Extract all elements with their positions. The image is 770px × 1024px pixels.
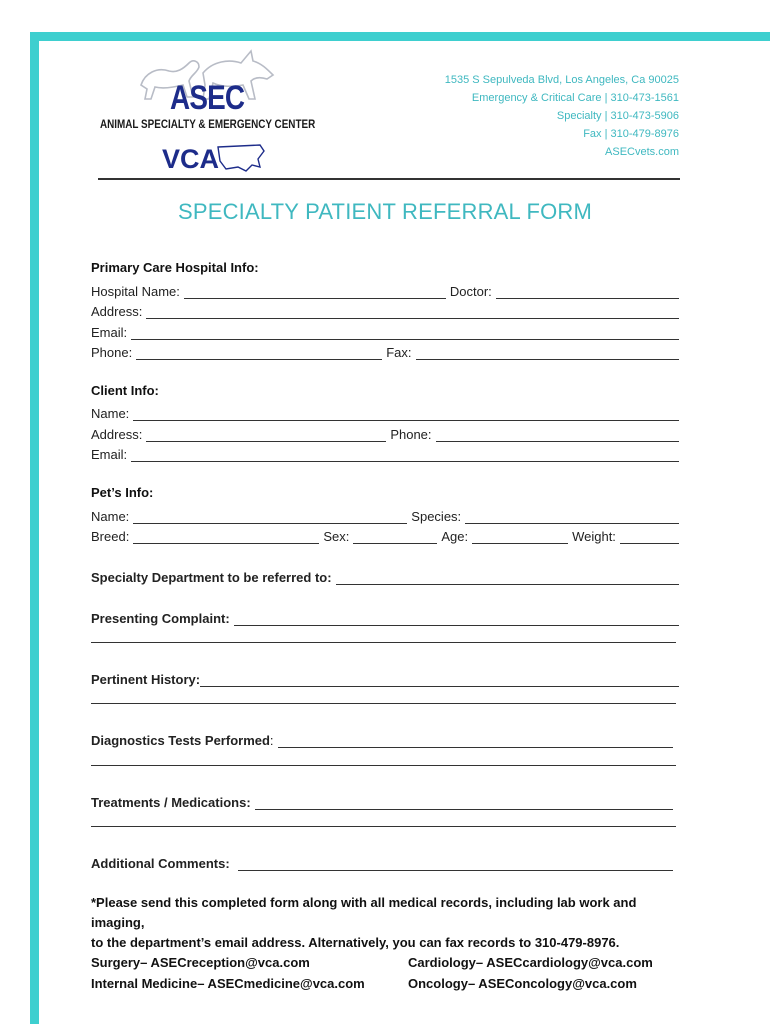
form-title: SPECIALTY PATIENT REFERRAL FORM [177, 199, 593, 224]
client-address-phone-row [91, 422, 679, 442]
emergency-phone: Emergency & Critical Care | 310-473-1561 [471, 92, 679, 104]
pet-sex-label: Sex: [323, 529, 350, 544]
cardiology-contact[interactable]: Cardiology– ASECcardiology@vca.com [408, 955, 653, 970]
treatments-row [91, 790, 679, 810]
pet-name-species-row [91, 504, 679, 524]
submission-note [91, 893, 691, 953]
client-email-field[interactable] [131, 446, 679, 462]
client-address-label: Address: [91, 427, 143, 442]
diagnostics-field[interactable] [278, 732, 673, 748]
hospital-name-label: Hospital Name: [91, 284, 180, 299]
pet-name-label: Name: [91, 509, 130, 524]
doctor-label: Doctor: [449, 284, 492, 299]
presenting-complaint-extra-line[interactable] [91, 642, 676, 643]
website: ASECvets.com [605, 146, 679, 158]
treatments-field[interactable] [255, 794, 673, 810]
submission-note-line-2: to the department’s email address. Alternatively, you can fax records to 310-479-8976. [91, 935, 620, 950]
doctor-field[interactable] [496, 283, 679, 299]
specialty-phone: Specialty | 310-473-5906 [556, 110, 679, 122]
contact-address-block [445, 71, 679, 161]
hospital-address-field[interactable] [146, 303, 679, 319]
additional-comments-label: Additional Comments: [91, 856, 230, 871]
diagnostics-row [91, 728, 679, 748]
pertinent-history-extra-line[interactable] [91, 703, 676, 704]
diagnostics-label-text: Diagnostics Tests Performed [91, 733, 270, 748]
presenting-complaint-label: Presenting Complaint: [91, 611, 230, 626]
street-address: 1535 S Sepulveda Blvd, Los Angeles, Ca 90025 [444, 74, 679, 86]
hospital-phone-label: Phone: [91, 345, 133, 360]
hospital-fax-field[interactable] [416, 344, 680, 360]
pet-species-label: Species: [411, 509, 462, 524]
presenting-complaint-field[interactable] [234, 610, 679, 626]
client-info-heading: Client Info: [91, 383, 159, 398]
fax-number: Fax | 310-479-8976 [583, 128, 679, 140]
asec-wordmark: ASEC [170, 79, 245, 117]
pet-breed-field[interactable] [133, 528, 319, 544]
additional-comments-row [91, 851, 679, 871]
surgery-contact[interactable]: Surgery– ASECreception@vca.com [91, 955, 310, 970]
asec-full-name: ANIMAL SPECIALTY & EMERGENCY CENTER [100, 119, 316, 131]
hospital-email-label: Email: [91, 325, 128, 340]
pet-breed-label: Breed: [91, 529, 130, 544]
hospital-email-field[interactable] [131, 324, 679, 340]
diagnostics-extra-line[interactable] [91, 765, 676, 766]
client-address-field[interactable] [146, 426, 386, 442]
client-email-label: Email: [91, 447, 128, 462]
specialty-department-field[interactable] [336, 569, 679, 585]
pet-sex-field[interactable] [353, 528, 437, 544]
specialty-department-row [91, 565, 679, 585]
pet-name-field[interactable] [133, 508, 407, 524]
pet-info-heading: Pet’s Info: [91, 485, 154, 500]
client-name-row [91, 401, 679, 421]
pet-weight-field[interactable] [620, 528, 679, 544]
hospital-fax-label: Fax: [386, 345, 412, 360]
frame-top-border [30, 32, 770, 41]
hospital-name-field[interactable] [184, 283, 446, 299]
pet-species-field[interactable] [465, 508, 679, 524]
hospital-phone-fax-row [91, 340, 679, 360]
specialty-department-label: Specialty Department to be referred to: [91, 570, 332, 585]
pertinent-history-label: Pertinent History: [91, 672, 201, 687]
header-divider [98, 178, 680, 180]
hospital-doctor-row [91, 279, 679, 299]
primary-care-heading: Primary Care Hospital Info: [91, 260, 259, 275]
pet-weight-label: Weight: [572, 529, 616, 544]
pertinent-history-field[interactable] [200, 671, 679, 687]
hospital-address-row [91, 299, 679, 319]
vca-logo-icon [160, 141, 270, 175]
pet-age-field[interactable] [472, 528, 568, 544]
internal-medicine-contact[interactable]: Internal Medicine– ASECmedicine@vca.com [91, 976, 365, 991]
oncology-contact[interactable]: Oncology– ASEConcology@vca.com [408, 976, 637, 991]
pertinent-history-row [91, 667, 679, 687]
presenting-complaint-row [91, 606, 679, 626]
diagnostics-label [91, 733, 278, 748]
treatments-extra-line[interactable] [91, 826, 676, 827]
client-name-field[interactable] [133, 405, 679, 421]
diagnostics-label-colon: : [269, 733, 274, 748]
hospital-email-row [91, 320, 679, 340]
vca-wordmark: VCA [162, 144, 220, 174]
hospital-phone-field[interactable] [136, 344, 382, 360]
client-phone-field[interactable] [436, 426, 679, 442]
client-phone-label: Phone: [390, 427, 432, 442]
submission-note-line-1: *Please send this completed form along with all medical records, including lab work and imaging, [91, 895, 637, 930]
client-name-label: Name: [91, 406, 130, 421]
client-email-row [91, 442, 679, 462]
frame-left-border [30, 32, 39, 1024]
pet-age-label: Age: [441, 529, 469, 544]
pet-breed-sex-age-weight-row [91, 524, 679, 544]
additional-comments-field[interactable] [238, 855, 673, 871]
treatments-label: Treatments / Medications: [91, 795, 251, 810]
hospital-address-label: Address: [91, 304, 143, 319]
asec-logo [98, 45, 328, 175]
